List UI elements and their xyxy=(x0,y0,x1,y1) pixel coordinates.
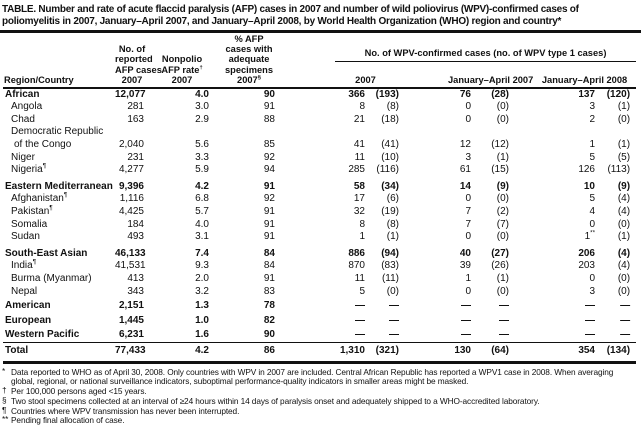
col-header-wpv-2007: 2007 xyxy=(283,62,403,88)
cell-value: — xyxy=(597,313,636,328)
footnote-text: Per 100,000 persons aged <15 years. xyxy=(11,386,147,396)
cell-value: 17 xyxy=(283,193,367,206)
table-row xyxy=(3,286,636,299)
row-label: Total xyxy=(3,342,115,362)
cell-value: 285 xyxy=(283,164,367,177)
row-label: Niger xyxy=(3,152,115,165)
cell-value: (0) xyxy=(597,286,636,299)
cell-value: (0) xyxy=(473,193,513,206)
cell-value: 41 xyxy=(283,126,367,151)
table-row xyxy=(3,152,636,165)
table-title: TABLE. Number and rate of acute flaccid paralysis (AFP) cases in 2007 and number of wild poliovirus (WPV)-confirmed cases of poliomyelitis in 2007, January–April 2007, and January–April 2008, by World Health Organization (WHO) region and country* xyxy=(0,0,641,33)
cell-value: (134) xyxy=(597,342,636,362)
cell-value: — xyxy=(403,313,473,328)
cell-value: 91 xyxy=(215,231,283,244)
cell-value: (4) xyxy=(597,206,636,219)
footnote-symbol: † xyxy=(2,386,7,396)
cell-value: (116) xyxy=(367,164,403,177)
cell-value: 3 xyxy=(403,152,473,165)
cell-value: 1.0 xyxy=(149,313,215,328)
cell-value: 0 xyxy=(513,219,597,232)
col-header-region-country: Region/Country xyxy=(3,34,115,88)
cell-value: (0) xyxy=(473,114,513,127)
cell-value: (11) xyxy=(367,273,403,286)
cell-value: 21 xyxy=(283,114,367,127)
footnote-symbol: * xyxy=(2,367,5,377)
cell-value: 82 xyxy=(215,313,283,328)
footnote-text: Pending final allocation of case. xyxy=(11,415,124,425)
cell-value: (0) xyxy=(597,114,636,127)
cell-value: (1) xyxy=(597,231,636,244)
table-row xyxy=(3,298,636,313)
cell-value: 14 xyxy=(403,177,473,194)
cell-value: 40 xyxy=(403,244,473,261)
cell-value: (15) xyxy=(473,164,513,177)
table-row xyxy=(3,219,636,232)
cell-value: (2) xyxy=(473,206,513,219)
row-label: Eastern Mediterranean xyxy=(3,177,115,194)
cell-value: — xyxy=(473,313,513,328)
cell-value: 10 xyxy=(513,177,597,194)
cell-value: 90 xyxy=(215,88,283,102)
cell-value: 0 xyxy=(403,114,473,127)
cell-value: 41,531 xyxy=(115,260,149,273)
cell-value: (0) xyxy=(597,219,636,232)
cell-value: (9) xyxy=(597,177,636,194)
cell-value: 32 xyxy=(283,206,367,219)
row-label: Nepal xyxy=(3,286,115,299)
table-row xyxy=(3,206,636,219)
table-row xyxy=(3,88,636,102)
cell-value: 5.9 xyxy=(149,164,215,177)
table-row xyxy=(3,313,636,328)
cell-value: (0) xyxy=(473,101,513,114)
cell-value: 8 xyxy=(283,101,367,114)
cell-value: 206 xyxy=(513,244,597,261)
cell-value: 343 xyxy=(115,286,149,299)
cell-value: 11 xyxy=(283,273,367,286)
cell-value: (8) xyxy=(367,101,403,114)
cell-value: 84 xyxy=(215,244,283,261)
cell-value: 84 xyxy=(215,260,283,273)
footnote-symbol: ** xyxy=(2,415,8,425)
cell-value: 4,425 xyxy=(115,206,149,219)
table-row xyxy=(3,177,636,194)
cell-value: 76 xyxy=(403,88,473,102)
wpv-span-label: No. of WPV-confirmed cases (no. of WPV type 1 cases) xyxy=(335,48,636,61)
row-label: American xyxy=(3,298,115,313)
cell-value: (120) xyxy=(597,88,636,102)
cell-value: — xyxy=(283,298,367,313)
cell-value: — xyxy=(473,327,513,342)
footnote xyxy=(2,416,638,426)
cell-value: (7) xyxy=(473,219,513,232)
cell-value: (1) xyxy=(473,273,513,286)
cell-value: 3 xyxy=(513,101,597,114)
footnote-text: Data reported to WHO as of April 30, 2008. Only countries with WPV in 2007 are included. Central African Republic has reported a WPV1 case in 2008. When averaging global, regional, or national surveillance indicators, suboptimal performance-quality indicators in smaller areas might be masked. xyxy=(11,367,613,387)
row-label: European xyxy=(3,313,115,328)
cell-value: 12,077 xyxy=(115,88,149,102)
row-label: Burma (Myanmar) xyxy=(3,273,115,286)
table-row xyxy=(3,193,636,206)
cell-value: 184 xyxy=(115,219,149,232)
cell-value: 3.2 xyxy=(149,286,215,299)
cell-value: 91 xyxy=(215,177,283,194)
cell-value: 870 xyxy=(283,260,367,273)
row-label: Democratic Republic of the Congo xyxy=(3,126,115,151)
cell-value: 8 xyxy=(283,219,367,232)
cell-value: 11 xyxy=(283,152,367,165)
cell-value: 163 xyxy=(115,114,149,127)
cell-value: 886 xyxy=(283,244,367,261)
cell-value: 5 xyxy=(513,152,597,165)
cell-value: 0 xyxy=(403,231,473,244)
cell-value: 6,231 xyxy=(115,327,149,342)
cell-value: (1) xyxy=(597,101,636,114)
cell-value: — xyxy=(513,327,597,342)
cell-value: 7 xyxy=(403,219,473,232)
cell-value: 86 xyxy=(215,342,283,362)
cell-value: 281 xyxy=(115,101,149,114)
cell-value: 91 xyxy=(215,219,283,232)
cell-value: (6) xyxy=(367,193,403,206)
col-header-wpv-jan-apr-2007: January–April 2007 xyxy=(403,62,513,88)
cell-value: 2,151 xyxy=(115,298,149,313)
cell-value: (0) xyxy=(473,286,513,299)
cell-value: 231 xyxy=(115,152,149,165)
cell-value: 137 xyxy=(513,88,597,102)
cell-value: (19) xyxy=(367,206,403,219)
cell-value: 9,396 xyxy=(115,177,149,194)
cell-value: 126 xyxy=(513,164,597,177)
cell-value: 2.0 xyxy=(149,273,215,286)
footnote-symbol: § xyxy=(2,396,7,406)
cell-value: 366 xyxy=(283,88,367,102)
cell-value: 7 xyxy=(403,206,473,219)
cell-value: (26) xyxy=(473,260,513,273)
cell-value: (4) xyxy=(597,193,636,206)
cell-value: 4.0 xyxy=(149,88,215,102)
cell-value: (193) xyxy=(367,88,403,102)
cell-value: 4.2 xyxy=(149,342,215,362)
cell-value: — xyxy=(473,298,513,313)
cell-value: (1) xyxy=(367,231,403,244)
cell-value: (4) xyxy=(597,260,636,273)
cell-value: 5 xyxy=(513,193,597,206)
cell-value: 78 xyxy=(215,298,283,313)
table-row xyxy=(3,164,636,177)
row-label: African xyxy=(3,88,115,102)
cell-value: — xyxy=(513,298,597,313)
cell-value: (64) xyxy=(473,342,513,362)
table-body xyxy=(3,88,636,362)
cell-value: 6.8 xyxy=(149,193,215,206)
cell-value: 2.9 xyxy=(149,114,215,127)
cell-value: (0) xyxy=(367,286,403,299)
col-header-nonpolio-afp-rate: Nonpolio AFP rate† 2007 xyxy=(149,34,215,88)
cell-value: 0 xyxy=(513,273,597,286)
cell-value: 5.7 xyxy=(149,206,215,219)
row-label: India¶ xyxy=(3,260,115,273)
row-label: Pakistan¶ xyxy=(3,206,115,219)
cell-value: 413 xyxy=(115,273,149,286)
cell-value: 0 xyxy=(403,101,473,114)
cell-value: (28) xyxy=(473,88,513,102)
cell-value: 130 xyxy=(403,342,473,362)
cell-value: 91 xyxy=(215,273,283,286)
cell-value: 3.0 xyxy=(149,101,215,114)
cell-value: 2,040 xyxy=(115,126,149,151)
cell-value: 203 xyxy=(513,260,597,273)
total-row xyxy=(3,342,636,362)
cell-value: 94 xyxy=(215,164,283,177)
cell-value: — xyxy=(283,327,367,342)
cell-value: — xyxy=(597,298,636,313)
row-label: Western Pacific xyxy=(3,327,115,342)
cell-value: (41) xyxy=(367,126,403,151)
cell-value: 39 xyxy=(403,260,473,273)
cell-value: 354 xyxy=(513,342,597,362)
footnote-text: Countries where WPV transmission has never been interrupted. xyxy=(11,406,239,416)
cell-value: (113) xyxy=(597,164,636,177)
row-label: Chad xyxy=(3,114,115,127)
cell-value: 1 xyxy=(513,126,597,151)
cell-value: — xyxy=(367,327,403,342)
row-label: Nigeria¶ xyxy=(3,164,115,177)
cell-value: — xyxy=(283,313,367,328)
cell-value: 91 xyxy=(215,101,283,114)
cell-value: 1 xyxy=(283,231,367,244)
cell-value: 85 xyxy=(215,126,283,151)
cell-value: — xyxy=(367,313,403,328)
cell-value: — xyxy=(597,327,636,342)
cell-value: (0) xyxy=(473,231,513,244)
cell-value: 1 xyxy=(403,273,473,286)
row-label: Afghanistan¶ xyxy=(3,193,115,206)
row-label: South-East Asian xyxy=(3,244,115,261)
afp-wpv-table xyxy=(3,34,636,364)
cell-value: 493 xyxy=(115,231,149,244)
col-header-afp-cases: No. of reported AFP cases 2007 xyxy=(115,34,149,88)
cell-value: 90 xyxy=(215,327,283,342)
cell-value: 83 xyxy=(215,286,283,299)
cell-value: 1** xyxy=(513,231,597,244)
cell-value: 61 xyxy=(403,164,473,177)
table-row xyxy=(3,114,636,127)
cell-value: 9.3 xyxy=(149,260,215,273)
cell-value: (10) xyxy=(367,152,403,165)
table-row xyxy=(3,126,636,151)
cell-value: (321) xyxy=(367,342,403,362)
table-row xyxy=(3,260,636,273)
cell-value: 0 xyxy=(403,193,473,206)
footnote-text: Two stool specimens collected at an interval of ≥24 hours within 14 days of paralysis onset and adequately shipped to a WHO-accredited laboratory. xyxy=(11,396,539,406)
table-row xyxy=(3,273,636,286)
cell-value: (8) xyxy=(367,219,403,232)
cell-value: (12) xyxy=(473,126,513,151)
cell-value: 3 xyxy=(513,286,597,299)
cell-value: 91 xyxy=(215,206,283,219)
cell-value: 1,445 xyxy=(115,313,149,328)
table-row xyxy=(3,101,636,114)
cell-value: (83) xyxy=(367,260,403,273)
cell-value: 1.6 xyxy=(149,327,215,342)
footnote-symbol: ¶ xyxy=(2,406,6,416)
cell-value: 77,433 xyxy=(115,342,149,362)
cell-value: 0 xyxy=(403,286,473,299)
table-row xyxy=(3,244,636,261)
cell-value: 4,277 xyxy=(115,164,149,177)
cell-value: — xyxy=(367,298,403,313)
cell-value: (4) xyxy=(597,244,636,261)
row-label: Somalia xyxy=(3,219,115,232)
cell-value: (9) xyxy=(473,177,513,194)
col-header-wpv-span xyxy=(283,34,636,62)
cell-value: (5) xyxy=(597,152,636,165)
cell-value: 88 xyxy=(215,114,283,127)
cell-value: 1,116 xyxy=(115,193,149,206)
cell-value: 92 xyxy=(215,152,283,165)
cell-value: (1) xyxy=(597,126,636,151)
cell-value: (27) xyxy=(473,244,513,261)
cell-value: 46,133 xyxy=(115,244,149,261)
cell-value: 2 xyxy=(513,114,597,127)
cell-value: 3.3 xyxy=(149,152,215,165)
cell-value: 1.3 xyxy=(149,298,215,313)
col-header-adequate-specimens: % AFP cases with adequate specimens 2007§ xyxy=(215,34,283,88)
table-row xyxy=(3,327,636,342)
cell-value: 12 xyxy=(403,126,473,151)
cell-value: (34) xyxy=(367,177,403,194)
row-label: Sudan xyxy=(3,231,115,244)
table-row xyxy=(3,231,636,244)
cell-value: — xyxy=(403,327,473,342)
cell-value: 5 xyxy=(283,286,367,299)
cell-value: 92 xyxy=(215,193,283,206)
cell-value: (0) xyxy=(597,273,636,286)
cell-value: 3.1 xyxy=(149,231,215,244)
cell-value: (1) xyxy=(473,152,513,165)
cell-value: 4.2 xyxy=(149,177,215,194)
cell-value: 1,310 xyxy=(283,342,367,362)
footnote xyxy=(2,368,638,388)
cell-value: (94) xyxy=(367,244,403,261)
row-label: Angola xyxy=(3,101,115,114)
footnotes xyxy=(2,368,638,426)
cell-value: 4 xyxy=(513,206,597,219)
cell-value: (18) xyxy=(367,114,403,127)
cell-value: 4.0 xyxy=(149,219,215,232)
col-header-wpv-jan-apr-2008: January–April 2008 xyxy=(513,62,636,88)
cell-value: 58 xyxy=(283,177,367,194)
cell-value: 5.6 xyxy=(149,126,215,151)
cell-value: — xyxy=(513,313,597,328)
cell-value: 7.4 xyxy=(149,244,215,261)
cell-value: — xyxy=(403,298,473,313)
